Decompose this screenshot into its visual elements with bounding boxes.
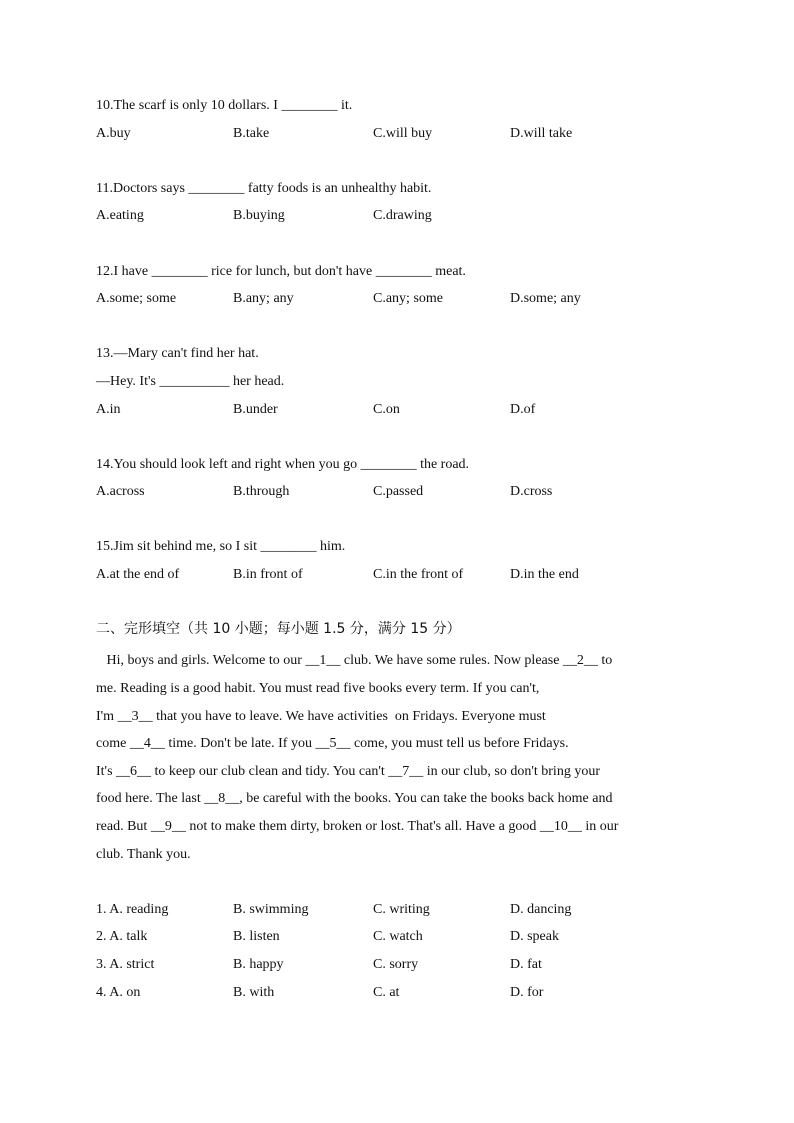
option-b: B.under — [233, 402, 278, 417]
passage-line: I'm __3__ that you have to leave. We have activities on Fridays. Everyone must — [96, 709, 546, 724]
cloze-item-1 — [96, 901, 696, 919]
option-b: B.through — [233, 484, 290, 499]
passage-line: It's __6__ to keep our club clean and tidy. You can't __7__ in our club, so don't bring your — [96, 764, 600, 779]
question-13-stem-reply: —Hey. It's __________ her head. — [96, 374, 285, 389]
option-a: A.some; some — [96, 291, 177, 306]
option-b: B.in front of — [233, 567, 303, 582]
option-d: D. fat — [510, 957, 542, 972]
option-d: D.will take — [510, 126, 573, 141]
option-d: D. speak — [510, 929, 559, 944]
cloze-item-3 — [96, 956, 696, 974]
question-11-stem: 11.Doctors says ________ fatty foods is an unhealthy habit. — [96, 181, 432, 196]
option-a: 3. A. strict — [96, 957, 155, 972]
passage-line: food here. The last __8__, be careful with the books. You can take the books back home and — [96, 791, 613, 806]
question-15-stem: 15.Jim sit behind me, so I sit ________ him. — [96, 539, 346, 554]
option-a: 1. A. reading — [96, 902, 169, 917]
passage-line: Hi, boys and girls. Welcome to our __1__ club. We have some rules. Now please __2__ to — [96, 653, 613, 668]
cloze-item-4 — [96, 984, 696, 1002]
passage-line: read. But __9__ not to make them dirty, broken or lost. That's all. Have a good __10__ in our — [96, 819, 619, 834]
option-b: B. happy — [233, 957, 284, 972]
option-d: D. for — [510, 985, 544, 1000]
option-c: C. writing — [373, 902, 430, 917]
passage-line: club. Thank you. — [96, 847, 191, 862]
option-d: D.some; any — [510, 291, 581, 306]
option-c: C.will buy — [373, 126, 433, 141]
section-2-heading: 二、完形填空（共 10 小题；每小题 1.5 分，满分 15 分） — [96, 621, 461, 637]
question-13-options — [96, 401, 696, 419]
option-c: C. sorry — [373, 957, 419, 972]
passage-line: me. Reading is a good habit. You must read five books every term. If you can't, — [96, 681, 540, 696]
option-c: C.any; some — [373, 291, 443, 306]
option-b: B.take — [233, 126, 270, 141]
option-a: A.at the end of — [96, 567, 180, 582]
option-a: A.buy — [96, 126, 131, 141]
option-c: C.on — [373, 402, 400, 417]
question-12-stem: 12.I have ________ rice for lunch, but don't have ________ meat. — [96, 264, 466, 279]
question-12-options — [96, 290, 696, 308]
option-d: D.in the end — [510, 567, 579, 582]
option-a: A.eating — [96, 208, 144, 223]
option-d: D.of — [510, 402, 536, 417]
option-c: C.drawing — [373, 208, 432, 223]
question-11-options — [96, 207, 696, 225]
question-10-options — [96, 125, 696, 143]
option-b: B.any; any — [233, 291, 294, 306]
option-b: B. with — [233, 985, 275, 1000]
option-b: B.buying — [233, 208, 285, 223]
option-d: D.cross — [510, 484, 553, 499]
question-14-stem: 14.You should look left and right when you go ________ the road. — [96, 457, 470, 472]
option-b: B. swimming — [233, 902, 309, 917]
passage-line: come __4__ time. Don't be late. If you __5__ come, you must tell us before Fridays. — [96, 736, 569, 751]
option-c: C. at — [373, 985, 400, 1000]
option-a: A.across — [96, 484, 145, 499]
option-a: 4. A. on — [96, 985, 141, 1000]
option-a: A.in — [96, 402, 121, 417]
question-13-stem: 13.—Mary can't find her hat. — [96, 346, 259, 361]
option-a: 2. A. talk — [96, 929, 148, 944]
question-14-options — [96, 483, 696, 501]
cloze-item-2 — [96, 928, 696, 946]
question-15-options — [96, 566, 696, 584]
option-c: C. watch — [373, 929, 423, 944]
option-d: D. dancing — [510, 902, 572, 917]
option-c: C.passed — [373, 484, 424, 499]
question-10-stem: 10.The scarf is only 10 dollars. I ________ it. — [96, 98, 353, 113]
option-c: C.in the front of — [373, 567, 464, 582]
option-b: B. listen — [233, 929, 280, 944]
